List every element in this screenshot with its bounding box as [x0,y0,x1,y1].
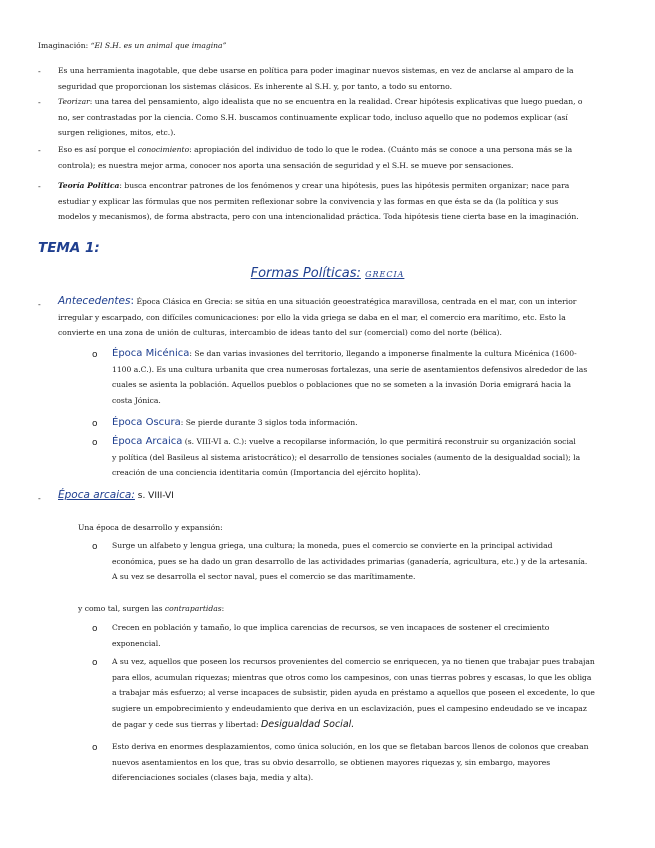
text-fragment: : apropiación del individuo de todo lo que le rodea. (Cuánto más se conoce a una persona más se la [189,145,573,154]
text-fragment: Eso es así porque el [58,145,138,154]
era-micenica-name: Época Micénica [112,348,190,359]
section-title-sub: GRECIA [365,270,405,279]
epoca-arcaica-intro: Una época de desarrollo y expansión: [78,523,223,532]
intro-bullet-4 [58,178,618,225]
text-line [112,717,618,733]
text-line: nuevos asentamientos en los que, tras su obvio desarrollo, se obtienen mayores riquezas y, sin embargo, mayores [112,757,551,767]
text-line: modelos y mecanismos), de forma abstracta, pero con una intencionalidad práctica. Toda hipótesis tiene cierta base en la imaginación. [58,212,579,222]
text-fragment: : [221,604,225,613]
term-contrapartidas: contrapartidas [164,604,222,613]
bullet-circle: o [92,419,98,429]
text-line: Crecen en población y tamaño, lo que implica carencias de recursos, se ven incapaces de sostener el crecimiento [112,623,550,632]
text-fragment: : Se dan varias invasiones del territorio, llegando a imponerse finalmente la cultura Micénica (1600- [189,349,577,358]
intro-heading [38,38,226,54]
text-line: surgen religiones, mitos, etc.). [58,128,176,138]
text-line: Surge un alfabeto y lengua griega, una cultura; la moneda, pues el comercio se convierte en la principal actividad [112,541,553,550]
text-line: exponencial. [112,638,161,648]
text-line [58,142,618,158]
text-line: no, ser contrastadas por la ciencia. Como S.H. buscamos continuamente explicar todo, incluso aquello que no podemos explicar (así [58,112,568,122]
text-line: creación de una conciencia identitaria común (Importancia del ejército hoplita). [112,468,421,478]
bullet-dash: - [38,182,41,191]
text-line [58,94,618,110]
text-line: irregular y escarpado, con difíciles comunicaciones: por ello la vida griega se daba en el mar, el comercio era marítimo, etc. Esto la [58,312,566,322]
bullet-circle: o [92,624,98,634]
text-line [112,415,618,431]
desigualdad-social: Desigualdad Social. [260,718,355,730]
text-line: controla); es nuestra mejor arma, conocer nos aporta una sensación de seguridad y el S.H. se mueve por sensaciones. [58,160,514,170]
era-oscura [112,415,618,431]
text-line: seguridad que proporcionan los sistemas clásicos. Es inherente al S.H. y, por tanto, a todo su entorno. [58,81,453,91]
bullet-dash: - [38,300,41,309]
text-fragment: : Se pierde durante 3 siglos toda información. [180,418,358,427]
tema-heading: TEMA 1: [38,240,100,256]
text-line: y política (del Basileus al sistema aristocrático); el desarrollo de tensiones sociales (aumento de la desigualdad social); la [112,452,581,462]
term-conocimiento: conocimiento [137,145,190,154]
era-arcaica [112,434,618,481]
epoca-arcaica-tail: s. VIII-VI [134,491,174,501]
contrapartida-item-2 [112,654,618,733]
contrapartidas-intro [78,601,618,617]
text-line: cuales se asienta la población. Aquellos pueblos o poblaciones que no se someten a la invasión Doria emigrará hacia la [112,380,571,390]
text-line: Esto deriva en enormes desplazamientos, como única solución, en los que se fletaban barcos llenos de colonos que creaban [112,742,589,751]
text-fragment: (s. VIII-VI a. C.): vuelve a recopilarse información, lo que permitirá reconstruir su organización social [182,437,576,446]
text-line: para ellos, acumulan riquezas; mientras que otros como los campesinos, con unas tierras pobres y escasas, lo que les obliga [112,672,592,682]
bullet-circle: o [92,350,98,360]
bullet-circle: o [92,542,98,552]
text-fragment: y como tal, surgen las [78,604,165,613]
text-line: convierte en una zona de unión de culturas, intercambio de ideas tanto del sur (comercial) como del norte (bélica). [58,328,502,338]
term-teoria-politica: Teoría Política [58,181,120,190]
text-line: A su vez se desarrolla el sector naval, pues el comercio se das marítimamente. [112,572,416,582]
text-fragment: : busca encontrar patrones de los fenómenos y crear una hipótesis, pues las hipótesis permiten organizar; nace para [119,181,570,190]
text-line: 1100 a.C.). Es una cultura urbanita que crea numerosas fortalezas, una serie de asentamientos defensivos alrededor de las [112,364,588,374]
antecedentes-heading: Antecedentes [58,295,131,307]
bullet-dash: - [38,67,41,76]
text-line: estudiar y explicar las fórmulas que nos permiten reflexionar sobre la convivencia y las formas en que ésta se da (la política y sus [58,196,559,206]
bullet-dash: - [38,146,41,155]
bullet-circle: o [92,438,98,448]
text-line: costa Jónica. [112,396,161,406]
bullet-dash: - [38,494,41,503]
contrapartida-item-3 [112,739,618,786]
arcaica-item-1 [112,538,618,585]
text-line: A su vez, aquellos que poseen los recursos provenientes del comercio se enriquecen, ya no tienen que trabajar pues trabajan [112,657,595,666]
text-line: a trabajar más esfuerzo; al verse incapaces de subsistir, piden ayuda en préstamo a aquellos que poseen el excedente, lo que [112,688,595,698]
section-title [0,266,655,281]
intro-bullet-1 [58,63,618,94]
bullet-dash: - [38,98,41,107]
text-line: económica, pues se ha dado un gran desarrollo de las actividades primarias (ganadería, agricultura, etc.) y de la artesanía. [112,556,588,566]
era-oscura-name: Época Oscura [112,417,181,428]
intro-label: Imaginación: [38,41,89,50]
text-line [58,178,618,194]
bullet-circle: o [92,658,98,668]
text-line [112,346,618,362]
intro-bullet-3 [58,142,618,173]
text-line [58,294,618,310]
intro-bullet-2 [58,94,618,141]
bullet-circle: o [92,743,98,753]
text-line [112,434,618,450]
text-fragment: de pagar y cede sus tierras y libertad: [112,719,261,729]
text-fragment: Época Clásica en Grecia: se sitúa en una situación geoestratégica maravillosa, centrada en el mar, con un interior [136,297,577,306]
text-line: sugiere un empobrecimiento y endeudamiento que deriva en un esclavización, pues el campesino endeudado se ve incapaz [112,704,587,714]
epoca-arcaica-heading-line [58,488,618,505]
contrapartida-item-1 [112,620,618,651]
text-line: Es una herramienta inagotable, que debe usarse en política para poder imaginar nuevos sistemas, en vez de anclarse al amparo de la [58,66,574,75]
section-title-main: Formas Políticas: [250,266,361,281]
epoca-arcaica-heading: Época arcaica: [58,489,135,501]
era-micenica [112,346,618,409]
era-arcaica-name: Época Arcaica [112,436,183,447]
antecedentes-colon: : [130,295,135,307]
antecedentes-block [58,294,618,341]
text-line: diferenciaciones sociales (clases baja, media y alta). [112,773,314,783]
text-fragment: : una tarea del pensamiento, algo idealista que no se encuentra en la realidad. Crear hipótesis explicativas que luego puedan, o [89,97,583,106]
term-teorizar: Teorizar [58,97,90,106]
intro-quote: “El S.H. es un animal que imagina” [90,41,227,50]
